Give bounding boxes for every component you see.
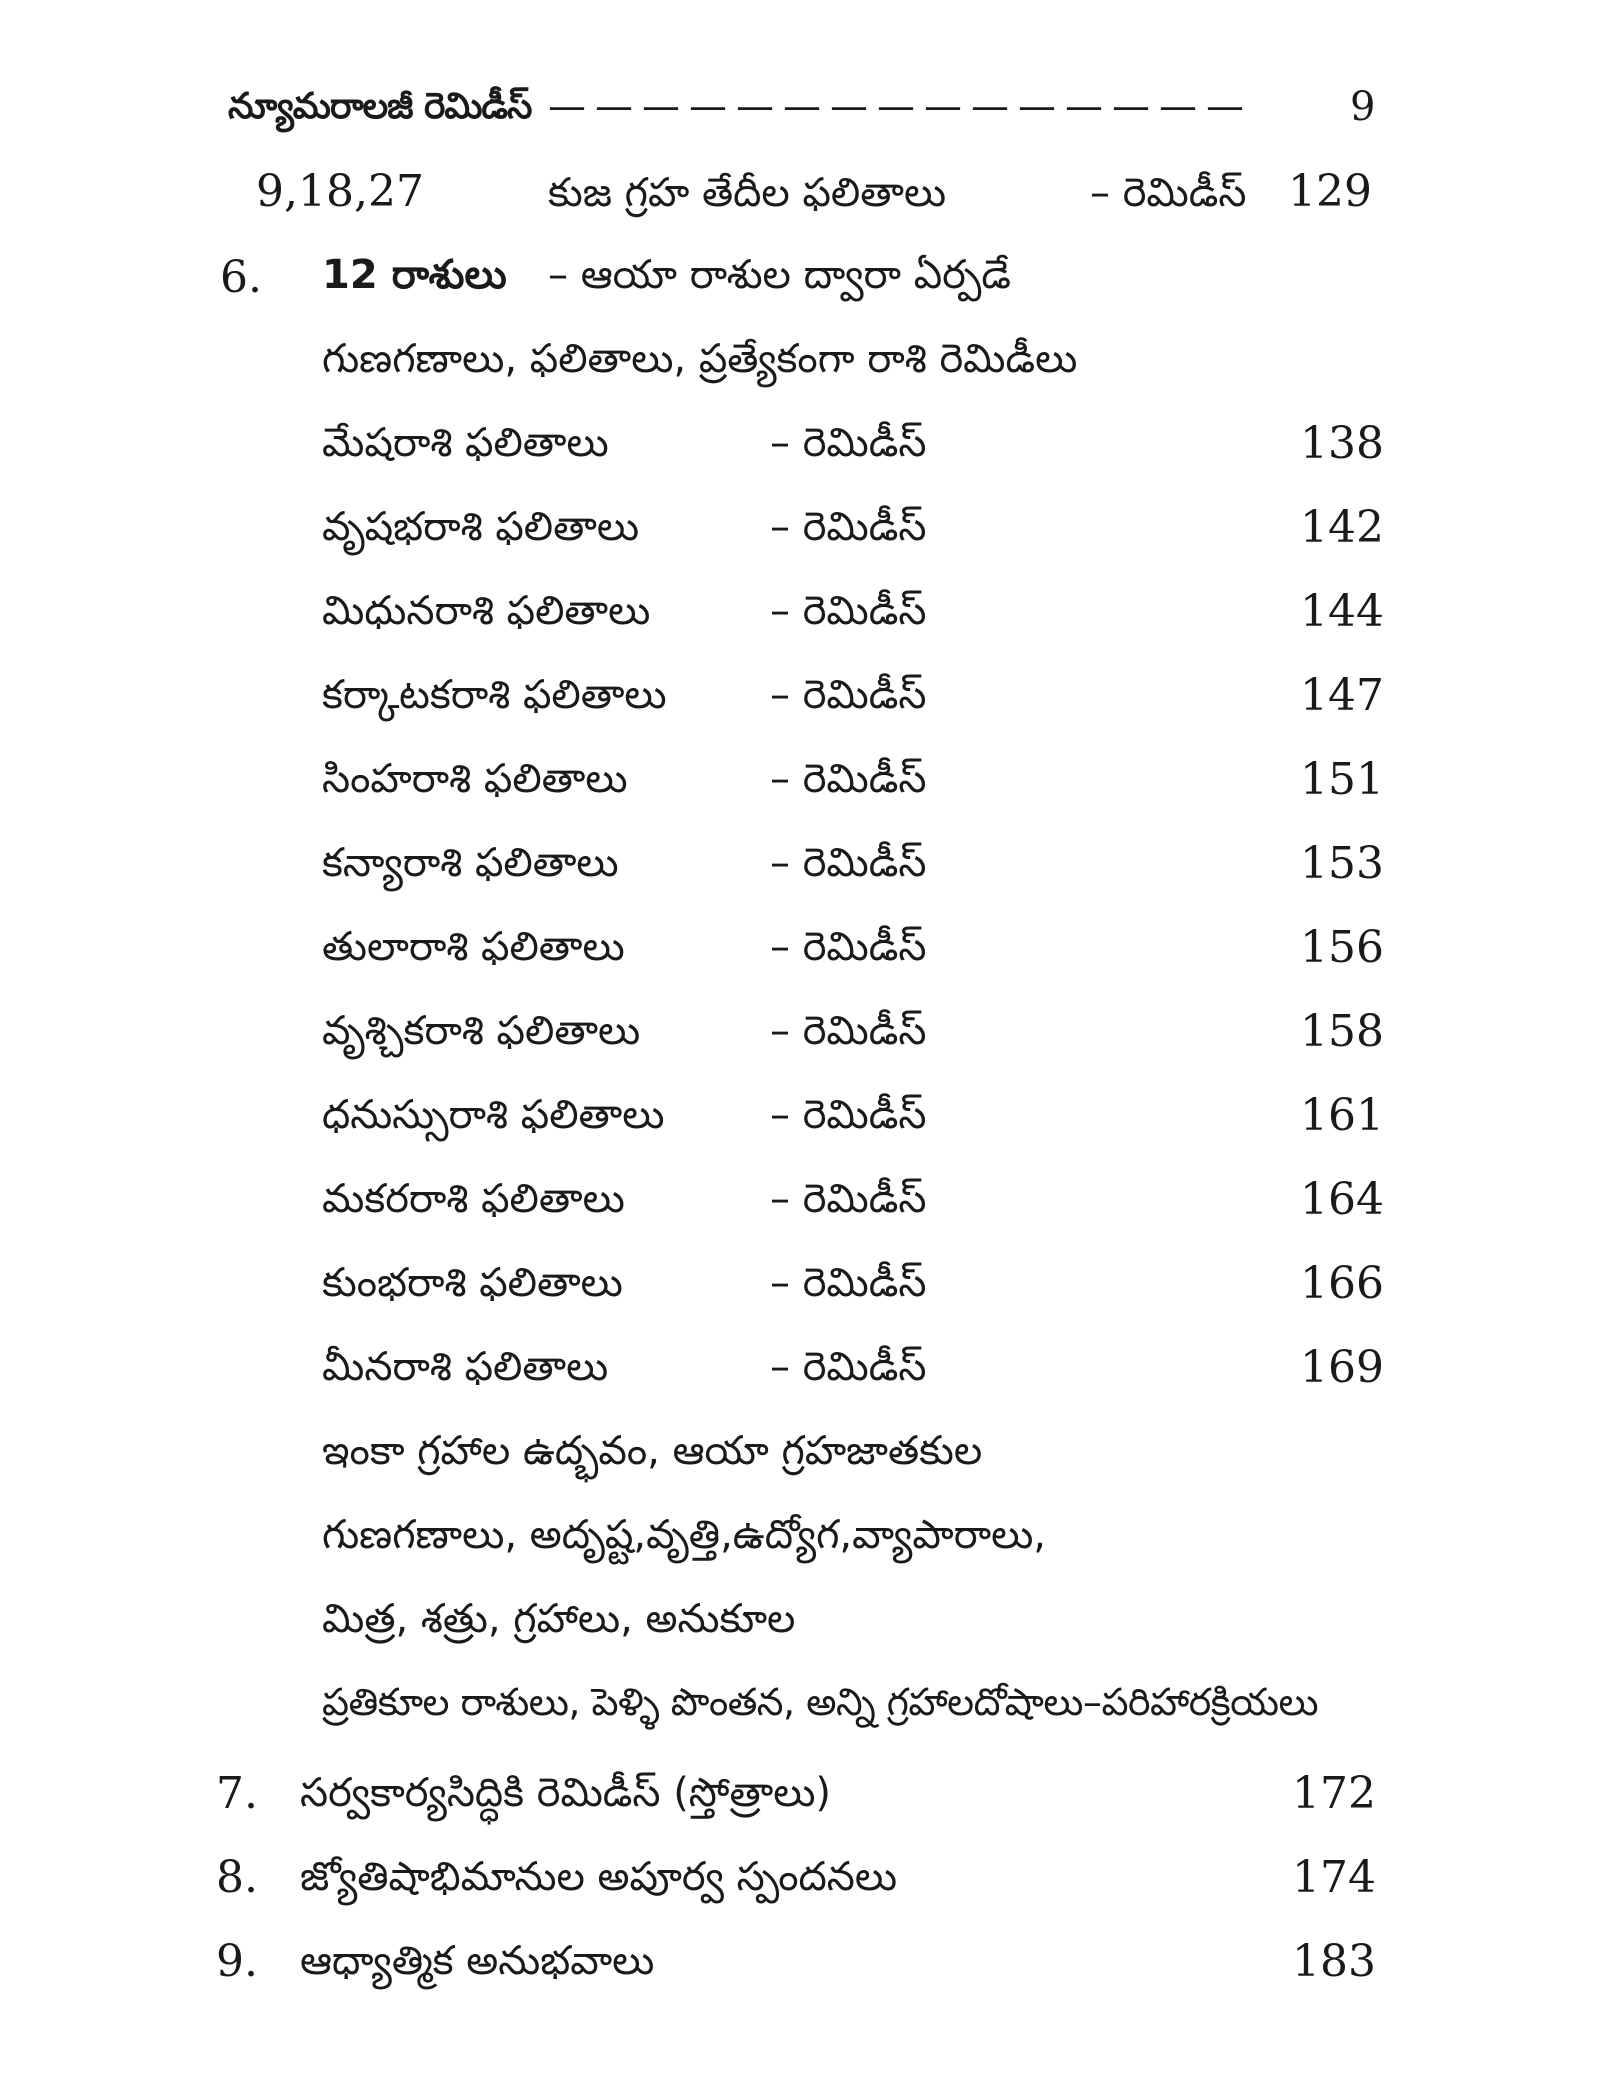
rashi-page: 138 (1300, 418, 1384, 469)
rashi-remedy: – రెమిడీస్ (770, 1176, 927, 1222)
section-page: 183 (1292, 1936, 1376, 1987)
rashi-page: 164 (1300, 1174, 1384, 1225)
rashi-name: ధనుస్సురాశి ఫలితాలు (322, 1092, 665, 1138)
rashi-name: వృషభరాశి ఫలితాలు (322, 504, 640, 550)
rashi-page: 166 (1300, 1258, 1384, 1309)
kuja-page: 129 (1288, 166, 1372, 217)
rashi-remedy: – రెమిడీస్ (770, 672, 927, 718)
rashi-name: తులారాశి ఫలితాలు (322, 924, 625, 970)
section-6-title: – ఆయా రాశుల ద్వారా ఏర్పడే (548, 252, 1011, 298)
rashi-page: 151 (1300, 754, 1384, 805)
rashi-remedy: – రెమిడీస్ (770, 420, 927, 466)
rashi-page: 156 (1300, 922, 1384, 973)
section-6-number: 6. (220, 252, 262, 303)
section-title: జ్యోతిషాభిమానుల అపూర్వ స్పందనలు (300, 1854, 898, 1900)
rashi-page: 142 (1300, 502, 1384, 553)
extra-line: గుణగణాలు, అదృష్ట,వృత్తి,ఉద్యోగ,వ్యాపారాలు, (322, 1512, 1047, 1558)
section-number: 8. (216, 1852, 258, 1903)
rashi-name: మేషరాశి ఫలితాలు (322, 420, 609, 466)
rashi-remedy: – రెమిడీస్ (770, 1092, 927, 1138)
section-number: 7. (216, 1768, 258, 1819)
rashi-remedy: – రెమిడీస్ (770, 1344, 927, 1390)
extra-line: ప్రతికూల రాశులు, పెళ్ళి పొంతన, అన్ని గ్రహాలదోషాలు–పరిహారక్రియలు (322, 1680, 1319, 1724)
rashi-name: కన్యారాశి ఫలితాలు (322, 840, 619, 886)
rashi-page: 144 (1300, 586, 1384, 637)
rashi-remedy: – రెమిడీస్ (770, 756, 927, 802)
section-number: 9. (216, 1936, 258, 1987)
extra-line: ఇంకా గ్రహాల ఉద్భవం, ఆయా గ్రహజాతకుల (322, 1428, 983, 1474)
section-6-bold-lead: 12 రాశులు (322, 252, 507, 298)
kuja-remedies: – రెమిడీస్ (1090, 170, 1247, 216)
rashi-name: వృశ్చికరాశి ఫలితాలు (322, 1008, 641, 1054)
rashi-remedy: – రెమిడీస్ (770, 504, 927, 550)
section-6-subtitle: గుణగణాలు, ఫలితాలు, ప్రత్యేకంగా రాశి రెమిడీలు (322, 336, 1078, 382)
section-title: సర్వకార్యసిద్ధికి రెమిడీస్ (స్తోత్రాలు) (300, 1770, 832, 1816)
rashi-name: మకరరాశి ఫలితాలు (322, 1176, 625, 1222)
rashi-name: మీనరాశి ఫలితాలు (322, 1344, 609, 1390)
kuja-title: కుజ గ్రహ తేదీల ఫలితాలు (548, 170, 947, 216)
rashi-name: సింహరాశి ఫలితాలు (322, 756, 628, 802)
page-number: 9 (1350, 84, 1376, 130)
rashi-page: 169 (1300, 1342, 1384, 1393)
rashi-name: మిధునరాశి ఫలితాలు (322, 588, 651, 634)
section-page: 174 (1292, 1852, 1376, 1903)
running-header-title: న్యూమరాలజీ రెమిడీస్ (228, 86, 532, 127)
running-header-dashes: ——————————————— (548, 84, 1253, 128)
rashi-name: కుంభరాశి ఫలితాలు (322, 1260, 623, 1306)
rashi-page: 153 (1300, 838, 1384, 889)
rashi-page: 147 (1300, 670, 1384, 721)
rashi-remedy: – రెమిడీస్ (770, 924, 927, 970)
rashi-page: 161 (1300, 1090, 1384, 1141)
section-title: ఆధ్యాత్మిక అనుభవాలు (300, 1938, 655, 1984)
rashi-remedy: – రెమిడీస్ (770, 1008, 927, 1054)
section-page: 172 (1292, 1768, 1376, 1819)
rashi-name: కర్కాటకరాశి ఫలితాలు (322, 672, 667, 718)
extra-line: మిత్ర, శత్రు, గ్రహాలు, అనుకూల (322, 1596, 796, 1642)
rashi-remedy: – రెమిడీస్ (770, 1260, 927, 1306)
rashi-remedy: – రెమిడీస్ (770, 588, 927, 634)
kuja-numbers: 9,18,27 (256, 166, 424, 217)
rashi-page: 158 (1300, 1006, 1384, 1057)
rashi-remedy: – రెమిడీస్ (770, 840, 927, 886)
